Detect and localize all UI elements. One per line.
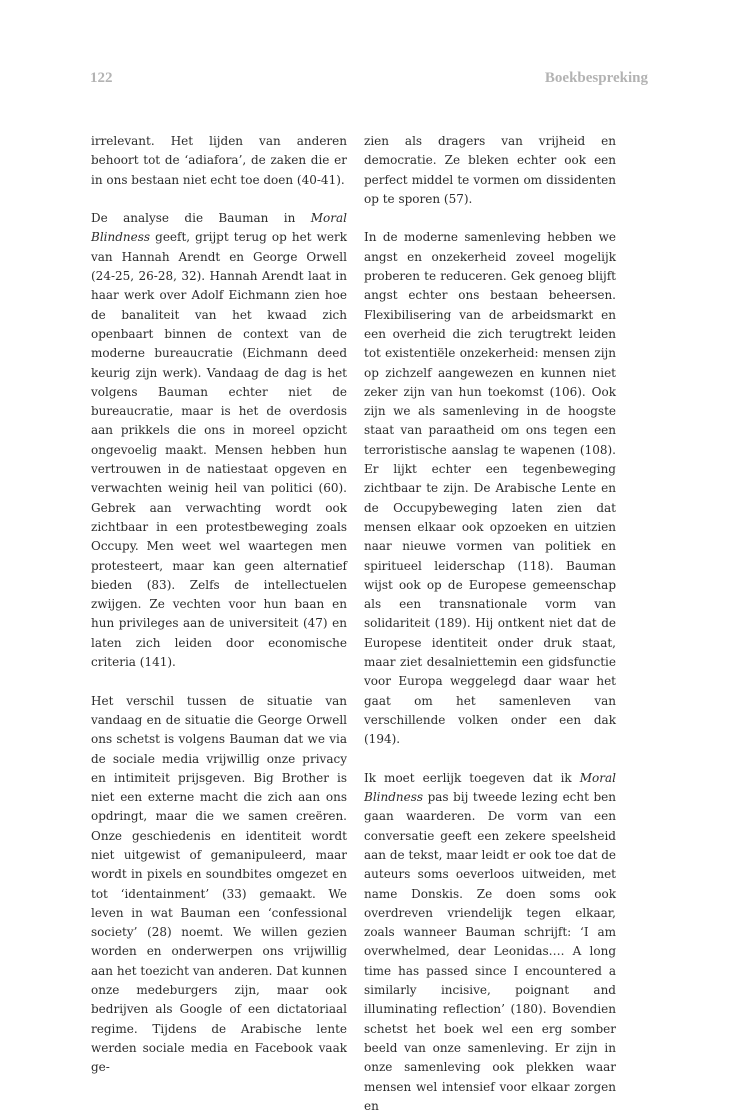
page-number: 122 <box>90 70 113 86</box>
running-header <box>90 70 648 92</box>
paragraph-text: Ik moet eerlijk toegeven dat ik <box>364 770 580 785</box>
book-title: Moral Blindness <box>91 211 347 245</box>
paragraph-text: pas bij tweede lezing echt ben gaan waarderen. De vorm van een conversatie geeft een zekere speelsheid aan de tekst, maar leidt er ook toe dat de auteurs soms oeverloos uitweiden, met name Donskis. Ze doen soms ook overdreven vriendelijk tegen elkaar, zoals wanneer Bauman schrijft: ‘I am overwhelmed, dear Leonidas…. A long time has passed since I encountered a similarly incisive, poignant and illuminating reflection’ (180). Bovendien schetst het boek wel een erg somber beeld van onze samenleving. Er zijn in onze samenleving ook plekken waar mensen wel intensief voor elkaar zorgen en <box>364 790 616 1113</box>
paragraph: Het verschil tussen de situatie van vandaag en de situatie die George Orwell ons schetst is volgens Bauman dat we via de sociale media vrijwillig onze privacy en intimiteit prijsgeven. Big Brother is niet een externe macht die zich aan ons opdringt, maar die we samen creëren. Onze geschiedenis en identiteit wordt niet uitgewist of gemanipuleerd, maar wordt in pixels en soundbites omgezet en tot ‘identainment’ (33) gemaakt. We leven in wat Bauman een ‘confessional society’ (28) noemt. We willen gezien worden en onderwerpen ons vrijwillig aan het toezicht van anderen. Dat kunnen onze medeburgers zijn, maar ook bedrijven als Google of een dictatoriaal regime. Tijdens de Arabische lente werden sociale media en Facebook vaak ge- <box>91 693 347 1075</box>
paragraph: In de moderne samenleving hebben we angst en onzekerheid zoveel mogelijk proberen te reduceren. Gek genoeg blijft angst echter ons bestaan beheersen. Flexibilisering van de arbeidsmarkt en een overheid die zich terugtrekt leiden tot existentiële onzekerheid: mensen zijn op zichzelf aangewezen en kunnen niet zeker zijn van hun toekomst (106). Ook zijn we als samenleving in de hoogste staat van paraatheid om ons tegen een terroristische aanslag te wapenen (108). Er lijkt echter een tegenbeweging zichtbaar te zijn. De Arabische Lente en de Occupybeweging laten zien dat mensen elkaar ook opzoeken en uitzien naar nieuwe vormen van politiek en spiritueel leiderschap (118). Bauman wijst ook op de Europese gemeenschap als een transnationale vorm van solidariteit (189). Hij ontkent niet dat de Europese identiteit onder druk staat, maar ziet desalniettemin een gidsfunctie voor Europa weggelegd daar waar het gaat om het samenleven van verschillende volken onder een dak (194). <box>364 230 616 747</box>
paragraph <box>364 769 616 1116</box>
right-column <box>364 132 616 1116</box>
paragraph: zien als dragers van vrijheid en democratie. Ze bleken echter ook een perfect middel te vormen om dissidenten op te sporen (57). <box>364 134 616 206</box>
paragraph-text: De analyse die Bauman in <box>91 211 311 226</box>
paragraph: irrelevant. Het lijden van anderen behoort tot de ‘adiafora’, de zaken die er in ons bestaan niet echt toe doen (40-41). <box>91 134 347 187</box>
left-column <box>91 132 347 1078</box>
paragraph-text: geeft, grijpt terug op het werk van Hannah Arendt en George Orwell (24-25, 26-28, 32). Hannah Arendt laat in haar werk over Adolf Eichmann zien hoe de banaliteit van het kwaad zich openbaart binnen de context van de moderne bureaucratie (Eichmann deed keurig zijn werk). Vandaag de dag is het volgens Bauman echter niet de bureaucratie, maar is het de overdosis aan prikkels die ons in moreel opzicht ongevoelig maakt. Mensen hebben hun vertrouwen in de natiestaat opgeven en verwachten weinig heil van politici (60). Gebrek aan verwachting wordt ook zichtbaar in een protestbeweging zoals Occupy. Men weet wel waartegen men protesteert, maar kan geen alternatief bieden (83). Zelfs de intellectuelen zwijgen. Ze vechten voor hun baan en hun privileges aan de universiteit (47) en laten zich leiden door economische criteria (141). <box>91 230 347 670</box>
book-title: Moral Blindness <box>364 770 616 805</box>
paragraph <box>91 209 347 672</box>
section-title: Boekbespreking <box>544 70 648 86</box>
